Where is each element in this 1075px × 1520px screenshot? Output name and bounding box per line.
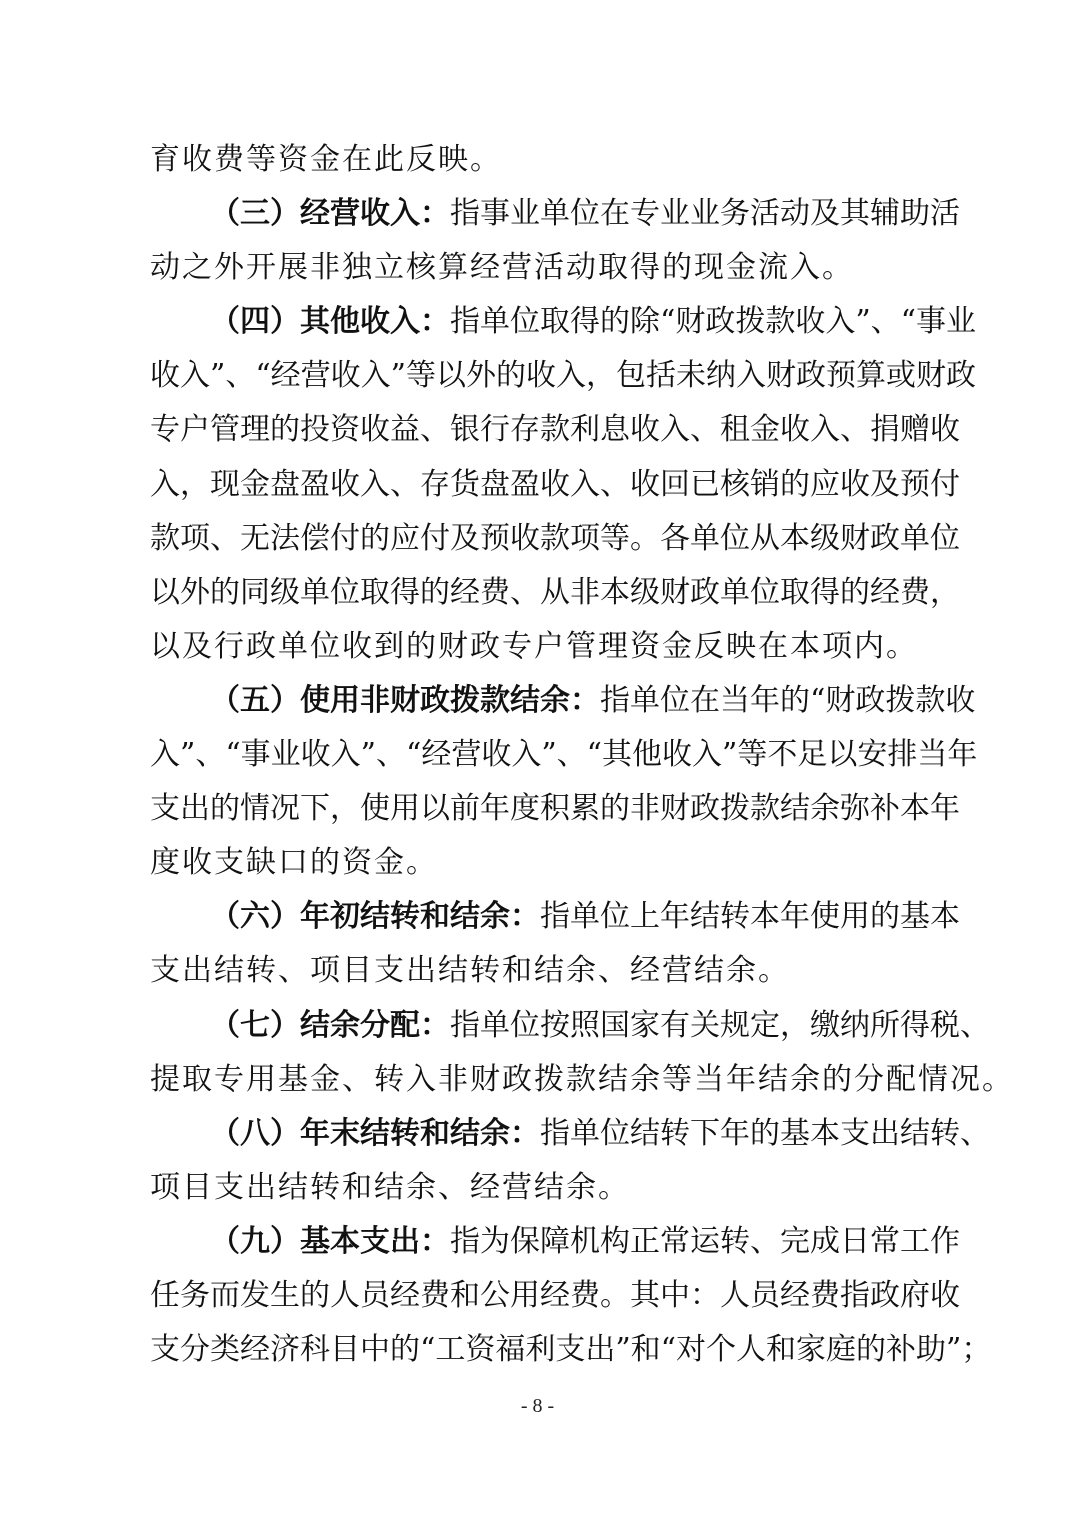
paragraph-first-line <box>150 1215 960 1269</box>
paragraph-line: 支出的情况下，使用以前年度积累的非财政拨款结余弥补本年 <box>150 791 960 827</box>
paragraph-first-line <box>150 187 960 241</box>
paragraph-text: 指单位结转下年的基本支出结转、 <box>540 1115 990 1151</box>
section-heading: （九）基本支出： <box>210 1223 450 1259</box>
section-heading: （五）使用非财政拨款结余： <box>210 682 600 718</box>
section-heading: （四）其他收入： <box>210 304 450 340</box>
paragraph-text: 指单位上年结转本年使用的基本 <box>540 899 960 935</box>
paragraph-first-line <box>150 674 976 728</box>
paragraph-line: 项目支出结转和结余、经营结余。 <box>150 1169 630 1205</box>
paragraph-line: 专户管理的投资收益、银行存款利息收入、租金收入、捐赠收 <box>150 412 960 448</box>
paragraph-line: 支出结转、项目支出结转和结余、经营结余。 <box>150 953 790 989</box>
section-heading: （六）年初结转和结余： <box>210 899 540 935</box>
paragraph-line: 以外的同级单位取得的经费、从非本级财政单位取得的经费， <box>150 574 960 610</box>
paragraph-line: 提取专用基金、转入非财政拨款结余等当年结余的分配情况。 <box>150 1061 1014 1097</box>
paragraph-text: 指单位取得的除“财政拨款收入”、“事业 <box>450 304 977 340</box>
paragraph-text: 指事业单位在专业业务活动及其辅助活 <box>450 196 960 232</box>
paragraph-first-line <box>150 890 960 944</box>
paragraph-line: 收入”、“经营收入”等以外的收入，包括未纳入财政预算或财政 <box>150 358 977 394</box>
paragraph-line: 款项、无法偿付的应付及预收款项等。各单位从本级财政单位 <box>150 520 960 556</box>
document-body <box>150 133 1014 1377</box>
paragraph-line: 入”、“事业收入”、“经营收入”、“其他收入”等不足以安排当年 <box>150 737 978 773</box>
paragraph-first-line <box>150 295 977 349</box>
paragraph-line: 育收费等资金在此反映。 <box>150 142 502 177</box>
paragraph-first-line <box>150 1107 990 1161</box>
paragraph-text: 指单位按照国家有关规定，缴纳所得税、 <box>450 1007 990 1043</box>
paragraph-line: 任务而发生的人员经费和公用经费。其中：人员经费指政府收 <box>150 1277 960 1313</box>
paragraph-line: 动之外开展非独立核算经营活动取得的现金流入。 <box>150 250 854 286</box>
paragraph-line: 以及行政单位收到的财政专户管理资金反映在本项内。 <box>150 628 918 664</box>
page-number: - 8 - <box>520 1395 555 1417</box>
paragraph-line: 支分类经济科目中的“工资福利支出”和“对个人和家庭的补助”； <box>150 1332 992 1368</box>
paragraph-text: 指单位在当年的“财政拨款收 <box>600 682 976 718</box>
paragraph-text: 指为保障机构正常运转、完成日常工作 <box>450 1223 960 1259</box>
section-heading: （八）年末结转和结余： <box>210 1115 540 1151</box>
paragraph-line: 入，现金盘盈收入、存货盘盈收入、收回已核销的应收及预付 <box>150 466 960 502</box>
section-heading: （七）结余分配： <box>210 1007 450 1043</box>
paragraph-first-line <box>150 999 990 1053</box>
section-heading: （三）经营收入： <box>210 196 450 232</box>
paragraph-line: 度收支缺口的资金。 <box>150 845 438 881</box>
